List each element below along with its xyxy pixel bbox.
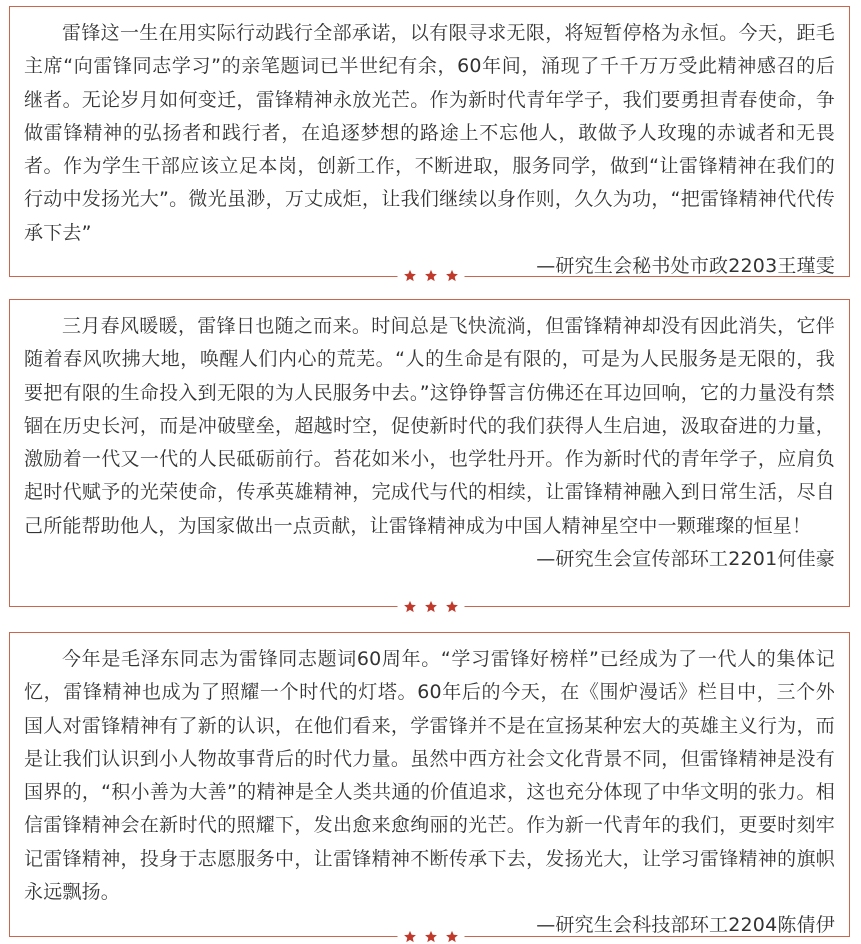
- message-card-3: [9, 632, 850, 937]
- message-paragraph: 今年是毛泽东同志为雷锋同志题词60周年。“学习雷锋好榜样”已经成为了一代人的集体记忆，雷锋精神也成为了照耀一个时代的灯塔。60年后的今天，在《围炉漫话》栏目中，三个外国人对雷锋精神有了新的认识，在他们看来，学雷锋并不是在宣扬某种宏大的英雄主义行为，而是让我们认识到小人物故事背后的时代力量。虽然中西方社会文化背景不同，但雷锋精神是没有国界的，“积小善为大善”的精神是全人类共通的价值追求，这也充分体现了中华文明的张力。相信雷锋精神会在新时代的照耀下，发出愈来愈绚丽的光芒。作为新一代青年的我们，更要时刻牢记雷锋精神，投身于志愿服务中，让雷锋精神不断传承下去，发扬光大，让学习雷锋精神的旗帜永远飘扬。: [24, 648, 835, 904]
- star-icon: [403, 930, 416, 943]
- star-divider: [397, 268, 464, 282]
- star-icon: [424, 600, 437, 613]
- star-icon: [403, 269, 416, 282]
- author-signature: —研究生会宣传部环工2201何佳豪: [536, 548, 835, 571]
- star-icon: [445, 269, 458, 282]
- star-icon: [424, 269, 437, 282]
- star-icon: [403, 600, 416, 613]
- star-icon: [424, 930, 437, 943]
- star-divider: [397, 929, 464, 943]
- message-paragraph: 雷锋这一生在用实际行动践行全部承诺，以有限寻求无限，将短暂停格为永恒。今天，距毛主席“向雷锋同志学习”的亲笔题词已半世纪有余，60年间，涌现了千千万万受此精神感召的后继者。无论岁月如何变迁，雷锋精神永放光芒。作为新时代青年学子，我们要勇担青春使命，争做雷锋精神的弘扬者和践行者，在追逐梦想的路途上不忘他人，敢做予人玫瑰的赤诚者和无畏者。作为学生干部应该立足本岗，创新工作，不断进取，服务同学，做到“让雷锋精神在我们的行动中发扬光大”。微光虽渺，万丈成炬，让我们继续以身作则，久久为功，“把雷锋精神代代传承下去”: [24, 22, 835, 244]
- star-icon: [445, 600, 458, 613]
- message-card-2: [9, 299, 850, 607]
- author-signature: —研究生会科技部环工2204陈倩伊: [536, 914, 835, 937]
- star-icon: [445, 930, 458, 943]
- message-card-1: [9, 6, 850, 277]
- star-divider: [397, 599, 464, 613]
- message-paragraph: 三月春风暖暖，雷锋日也随之而来。时间总是飞快流淌，但雷锋精神却没有因此消失，它伴随着春风吹拂大地，唤醒人们内心的荒芜。“人的生命是有限的，可是为人民服务是无限的，我要把有限的生命投入到无限的为人民服务中去。”这铮铮誓言仿佛还在耳边回响，它的力量没有禁锢在历史长河，而是冲破壁垒，超越时空，促使新时代的我们获得人生启迪，汲取奋进的力量，激励着一代又一代的人民砥砺前行。苔花如米小，也学牡丹开。作为新时代的青年学子，应肩负起时代赋予的光荣使命，传承英雄精神，完成代与代的相续，让雷锋精神融入到日常生活，尽自己所能帮助他人，为国家做出一点贡献，让雷锋精神成为中国人精神星空中一颗璀璨的恒星！: [24, 315, 835, 537]
- author-signature: —研究生会秘书处市政2203王瑾雯: [536, 255, 835, 278]
